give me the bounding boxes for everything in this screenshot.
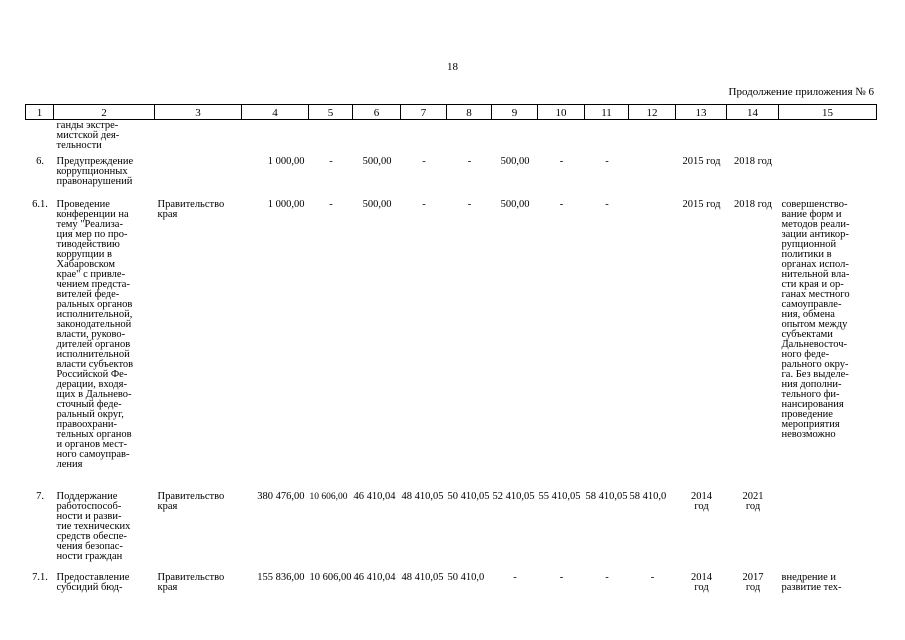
row-number: 7.1. [32, 571, 48, 583]
row-end: 2018 год [734, 155, 772, 167]
row-executor [155, 120, 242, 156]
row-value: - [513, 571, 517, 583]
row-value: - [467, 198, 472, 210]
row-value: - [329, 198, 333, 210]
row-total: 155 836,00 [257, 571, 305, 583]
row-start [676, 120, 727, 156]
row-value: - [605, 571, 609, 583]
row-name: ганды экстре- мистской дея- тельности [56, 120, 120, 151]
col-header: 15 [779, 105, 877, 120]
row-value: 46 410,04 [353, 490, 396, 502]
col-header: 3 [155, 105, 242, 120]
col-header: 12 [629, 105, 676, 120]
table-row [26, 156, 877, 199]
row-start: 2015 год [682, 198, 721, 210]
col-header: 6 [353, 105, 401, 120]
row-executor [155, 156, 242, 199]
row-result [779, 120, 877, 156]
col-header: 11 [585, 105, 629, 120]
row-value: 46 410,04 [353, 571, 396, 583]
row-value [585, 120, 629, 156]
table-row [26, 199, 877, 491]
row-value: - [650, 571, 655, 583]
row-start: 2014 год [691, 490, 712, 512]
table-row [26, 120, 877, 156]
col-header: 13 [676, 105, 727, 120]
row-value: 52 410,05 [492, 490, 535, 502]
row-value: 48 410,05 [401, 490, 444, 502]
row-value [629, 156, 676, 199]
row-value: 500,00 [500, 198, 530, 210]
row-value [309, 120, 353, 156]
row-number: 6. [36, 155, 44, 167]
row-result [779, 156, 877, 199]
row-number [26, 120, 54, 156]
row-executor: Правительство края [157, 198, 225, 220]
row-number: 7. [36, 490, 44, 502]
col-header: 10 [538, 105, 585, 120]
row-value: 55 410,05 [538, 490, 581, 502]
row-value [629, 199, 676, 491]
row-executor: Правительство края [157, 571, 225, 593]
row-total [242, 120, 309, 156]
row-number: 6.1. [32, 198, 48, 210]
row-value: 500,00 [500, 155, 530, 167]
row-start: 2014 год [691, 571, 712, 593]
row-value: - [605, 198, 609, 210]
row-name: Предоставление субсидий бюд- [56, 571, 130, 593]
row-result: совершенство- вание форм и методов реали- зации антикор- рупционной политики в органах испол- нительной вла- сти края и ор- ганах местного самоуправле- ния, обмена опытом между субъектами Дальневосточ- ного феде- рального окру- га. Без выделе- ния дополни- тельного фи- нансирования проведение мероприятия невозможно [781, 198, 850, 440]
col-header: 7 [401, 105, 447, 120]
col-header: 14 [727, 105, 779, 120]
row-value: 10 606,00 [309, 571, 352, 583]
row-name: Поддержание работоспособ- ности и разви- тие технических средств обеспе- чения безопас- ности граждан [56, 490, 131, 562]
row-value: - [559, 155, 564, 167]
row-value: 10 606,00 [309, 491, 348, 502]
continuation-caption: Продолжение приложения № 6 [728, 86, 874, 98]
row-executor: Правительство края [157, 490, 225, 512]
row-value: 58 410,05 [585, 490, 628, 502]
appendix-table [25, 104, 877, 602]
row-value: - [559, 571, 564, 583]
row-total: 380 476,00 [257, 490, 305, 502]
row-result [779, 491, 877, 572]
column-number-row [26, 105, 877, 120]
row-end: 2017 год [742, 571, 764, 593]
row-start: 2015 год [682, 155, 721, 167]
row-total: 1 000,00 [267, 198, 305, 210]
row-value: 50 410,05 [447, 490, 490, 502]
row-value: - [329, 155, 333, 167]
row-value: 48 410,05 [401, 571, 444, 583]
page-number: 18 [447, 61, 458, 73]
row-value: 58 410,0 [629, 490, 667, 502]
row-value: - [422, 155, 426, 167]
row-value: - [559, 198, 564, 210]
col-header: 5 [309, 105, 353, 120]
row-value [447, 120, 492, 156]
row-name: Проведение конференции на тему "Реализа- ция мер по про- тиводействию коррупции в Хабаровском крае" с привле- чением предста- вителей феде- ральных органов исполнительной, законодательной власти, руково- дителей органов исполнительной власти субъектов Российской Фе- дерации, входя- щих в Дальнево- сточный феде- ральный округ, правоохрани- тельных органов и органов мест- ного самоуправ- ления [56, 198, 134, 470]
col-header: 8 [447, 105, 492, 120]
col-header: 4 [242, 105, 309, 120]
row-name: Предупреждение коррупционных правонарушений [56, 155, 134, 187]
row-value: 500,00 [362, 155, 392, 167]
col-header: 1 [26, 105, 54, 120]
col-header: 9 [492, 105, 538, 120]
col-header: 2 [54, 105, 155, 120]
row-value: - [467, 155, 472, 167]
row-value [629, 120, 676, 156]
row-value [401, 120, 447, 156]
row-value: 50 410,0 [447, 571, 485, 583]
row-value: - [605, 155, 609, 167]
row-value [353, 120, 401, 156]
row-value: - [422, 198, 426, 210]
row-value: 500,00 [362, 198, 392, 210]
row-end [727, 120, 779, 156]
row-value [492, 120, 538, 156]
row-total: 1 000,00 [267, 155, 305, 167]
table-row [26, 491, 877, 572]
table-row [26, 572, 877, 602]
row-end: 2021 год [742, 490, 764, 512]
row-result: внедрение и развитие тех- [781, 571, 842, 593]
row-value [538, 120, 585, 156]
row-end: 2018 год [734, 198, 772, 210]
